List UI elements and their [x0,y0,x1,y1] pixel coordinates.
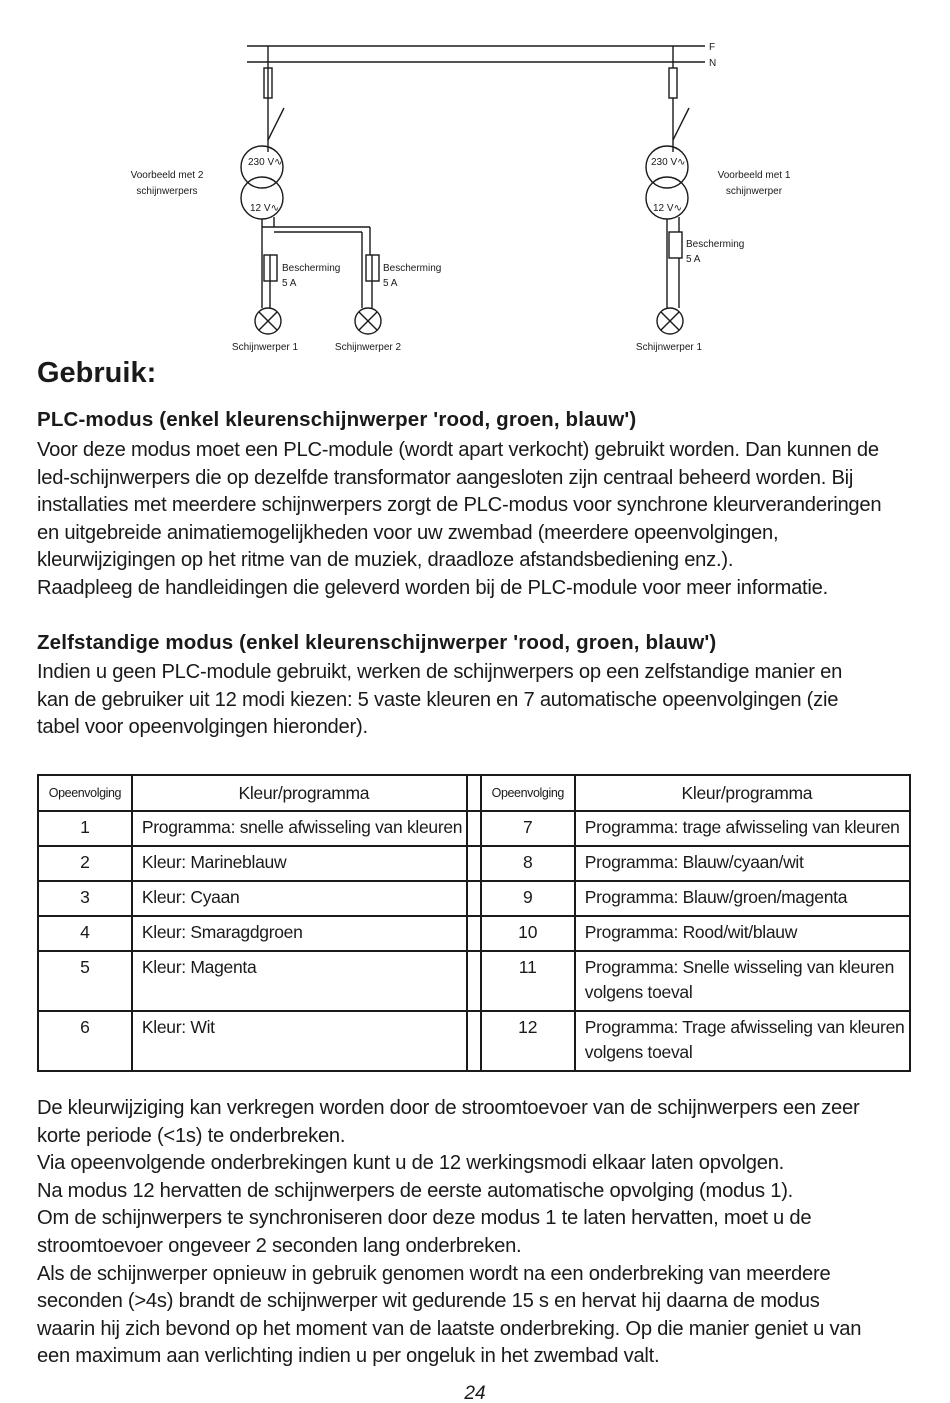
seq-cell: 9 [481,881,575,916]
plc-line: installaties met meerdere schijnwerpers zorgt de PLC-modus voor synchrone kleurveranderingen [37,494,882,517]
closing-line: De kleurwijziging kan verkregen worden door de stroomtoevoer van de schijnwerpers een zeer [37,1097,860,1119]
table-header-row [38,775,910,811]
table-row [38,846,910,881]
standalone-line: tabel voor opeenvolgingen hieronder). [37,716,368,739]
right-primary-voltage: 230 V∿ [651,157,686,168]
closing-line: korte periode (<1s) te onderbreken. [37,1124,346,1147]
plc-title: PLC-modus (enkel kleurenschijnwerper 'rood, groen, blauw') [37,408,637,431]
fuse-right-main [669,68,677,98]
seq-cell: 3 [38,881,132,916]
switch-left [268,108,284,140]
prog-cell: Programma: snelle afwisseling van kleuren [132,811,467,846]
left-primary-voltage: 230 V∿ [248,157,283,168]
table-row [38,881,910,916]
modes-table [37,774,911,1072]
page-heading: Gebruik: [37,357,157,389]
prog-cell: Programma: Rood/wit/blauw [575,916,910,951]
page-number: 24 [464,1383,486,1403]
right-rating: 5 A [686,254,701,265]
right-secondary-voltage: 12 V∿ [653,203,682,214]
standalone-line: Indien u geen PLC-module gebruikt, werken de schijnwerpers op een zelfstandige manier en [37,661,843,683]
col-header-seq: Opeenvolging [38,775,132,811]
standalone-title: Zelfstandige modus (enkel kleurenschijnwerper 'rood, groen, blauw') [37,631,717,654]
left-rating-1: 5 A [282,278,297,289]
seq-cell: 6 [38,1011,132,1071]
lamp-left-2-label: Schijnwerper 2 [334,342,402,353]
closing-line: stroomtoevoer ongeveer 2 seconden lang onderbreken. [37,1234,522,1257]
left-protection-1: Bescherming [282,263,341,274]
seq-cell: 8 [481,846,575,881]
closing-line: Via opeenvolgende onderbrekingen kunt u de 12 werkingsmodi elkaar laten opvolgen. [37,1152,785,1175]
lamp-right-1-label: Schijnwerper 1 [635,342,703,353]
closing-line: een maximum aan verlichting indien u per ongeluk in het zwembad valt. [37,1345,660,1368]
left-rating-2: 5 A [383,278,398,289]
fuse-right-1 [669,232,682,258]
plc-body [37,437,917,603]
prog-cell: Kleur: Smaragdgroen [132,916,467,951]
prog-cell: Kleur: Magenta [132,951,467,1011]
col-header-prog: Kleur/programma [132,775,467,811]
closing-line: seconden (>4s) brandt de schijnwerper wit gedurende 15 s en hervat hij daarna de modus [37,1290,820,1313]
standalone-line: kan de gebruiker uit 12 modi kiezen: 5 vaste kleuren en 7 automatische opeenvolgingen (zie [37,688,839,711]
left-caption-2: schijnwerpers [136,186,198,197]
prog-cell: Kleur: Marineblauw [132,846,467,881]
prog-cell: Programma: Blauw/cyaan/wit [575,846,910,881]
column-gap [467,775,481,811]
seq-cell: 12 [481,1011,575,1071]
right-caption-1: Voorbeeld met 1 [717,170,791,181]
prog-cell: Programma: Snelle wisseling van kleuren volgens toeval [575,951,910,1011]
seq-cell: 7 [481,811,575,846]
prog-cell: Programma: Trage afwisseling van kleuren volgens toeval [575,1011,910,1071]
plc-line: en uitgebreide animatiemogelijkheden voor uw zwembad (meerdere opeenvolgingen, [37,521,779,544]
seq-cell: 1 [38,811,132,846]
col-header-prog: Kleur/programma [575,775,910,811]
closing-line: Als de schijnwerper opnieuw in gebruik genomen wordt na een onderbreking van meerdere [37,1262,831,1285]
table-row [38,811,910,846]
table-row [38,951,910,1011]
seq-cell: 2 [38,846,132,881]
col-header-seq: Opeenvolging [481,775,575,811]
seq-cell: 11 [481,951,575,1011]
plc-line: Voor deze modus moet een PLC-module (wordt apart verkocht) gebruikt worden. Dan kunnen de [37,439,879,461]
table-row [38,1011,910,1071]
right-protection: Bescherming [686,239,745,250]
prog-cell: Programma: trage afwisseling van kleuren [575,811,910,846]
seq-cell: 4 [38,916,132,951]
left-secondary-voltage: 12 V∿ [250,203,279,214]
prog-cell: Kleur: Wit [132,1011,467,1071]
seq-cell: 10 [481,916,575,951]
phase-label: F [709,42,716,53]
seq-cell: 5 [38,951,132,1011]
prog-cell: Kleur: Cyaan [132,881,467,916]
plc-line: kleurwijzigingen op het ritme van de muziek, draadloze afstandsbediening enz.). [37,549,734,572]
closing-line: Om de schijnwerpers te synchroniseren door deze modus 1 te laten hervatten, moet u de [37,1207,812,1230]
neutral-label: N [709,58,717,69]
closing-line: Na modus 12 hervatten de schijnwerpers de eerste automatische opvolging (modus 1). [37,1179,794,1202]
lamp-left-1-label: Schijnwerper 1 [231,342,299,353]
left-protection-2: Bescherming [383,263,442,274]
standalone-body [37,659,917,742]
plc-line: Raadpleeg de handleidingen die geleverd worden bij de PLC-module voor meer informatie. [37,576,828,599]
prog-cell: Programma: Blauw/groen/magenta [575,881,910,916]
left-caption-1: Voorbeeld met 2 [130,170,204,181]
closing-line: waarin hij zich bevond op het moment van de laatste onderbreking. Op die manier geniet u van [37,1317,862,1340]
closing-body [37,1095,917,1371]
wiring-diagram [0,0,950,360]
right-caption-2: schijnwerper [725,186,783,197]
switch-right [673,108,689,140]
plc-line: led-schijnwerpers die op dezelfde transformator aangesloten zijn centraal beheerd worden. Bij [37,466,854,489]
table-row [38,916,910,951]
